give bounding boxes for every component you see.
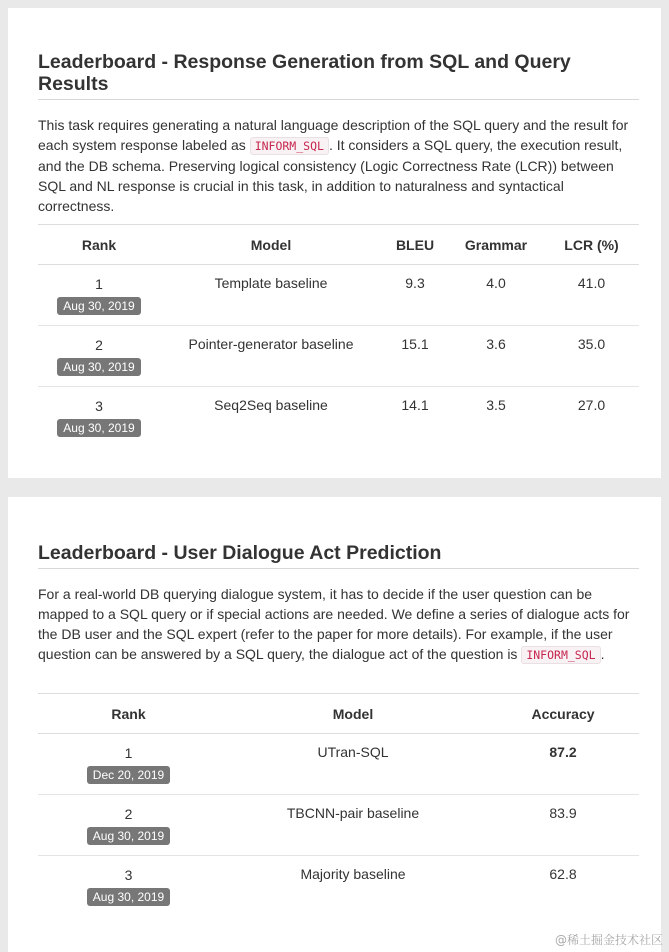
rank-number: 2	[95, 337, 103, 353]
rank-cell	[38, 326, 160, 387]
column-header-rank: Rank	[38, 225, 160, 265]
date-badge: Dec 20, 2019	[87, 766, 170, 784]
leaderboard-table	[38, 224, 639, 447]
bleu-cell: 9.3	[382, 265, 448, 326]
model-cell: UTran-SQL	[219, 734, 487, 795]
column-header-grammar: Grammar	[448, 225, 544, 265]
leaderboard-table	[38, 693, 639, 916]
leaderboard-response-generation-card	[8, 8, 661, 478]
date-badge: Aug 30, 2019	[87, 827, 170, 845]
section-title: Leaderboard - Response Generation from SQL and Query Results	[38, 51, 639, 100]
accuracy-cell: 87.2	[487, 734, 639, 795]
table-row	[38, 265, 639, 326]
rank-number: 3	[95, 398, 103, 414]
section-title: Leaderboard - User Dialogue Act Prediction	[38, 542, 639, 569]
table-row	[38, 387, 639, 448]
grammar-cell: 3.6	[448, 326, 544, 387]
inform-sql-code: INFORM_SQL	[521, 646, 600, 664]
bleu-cell: 14.1	[401, 397, 429, 413]
table-header-row	[38, 694, 639, 734]
column-header-bleu: BLEU	[382, 225, 448, 265]
section-description: For a real-world DB querying dialogue system, it has to decide if the user question can be mapped to a SQL query or if special actions are needed. We define a series of dialogue acts for the DB user and the SQL expert (refer to the paper for more details). For example, if the user question can be answered by a SQL query, the dialogue act of the question is INFORM_SQL .	[38, 586, 630, 662]
model-cell: TBCNN-pair baseline	[219, 795, 487, 856]
column-header-rank: Rank	[38, 694, 219, 734]
table-row	[38, 795, 639, 856]
rank-number: 1	[124, 745, 133, 761]
rank-number: 1	[95, 276, 103, 292]
rank-cell	[38, 795, 219, 856]
lcr-cell: 27.0	[577, 397, 606, 413]
rank-cell	[38, 734, 219, 795]
lcr-cell: 35.0	[544, 326, 639, 387]
section-description: This task requires generating a natural language description of the SQL query and the result for each system response labeled as INFORM_SQL . It considers a SQL query, the execution result, and the DB schema. Preserving logical consistency (Logic Correctness Rate (LCR)) between SQL and NL response is crucial in this task, in addition to naturalness and syntactical correctness.	[38, 117, 629, 214]
grammar-cell: 3.5	[486, 397, 506, 413]
watermark: @稀土掘金技术社区	[554, 933, 663, 947]
model-cell: Template baseline	[160, 265, 382, 326]
rank-number: 2	[124, 806, 133, 822]
column-header-accuracy: Accuracy	[487, 694, 639, 734]
rank-number: 3	[124, 867, 133, 883]
lcr-cell: 41.0	[544, 265, 639, 326]
date-badge: Aug 30, 2019	[57, 419, 140, 437]
model-cell: Majority baseline	[300, 866, 406, 882]
date-badge: Aug 30, 2019	[87, 888, 170, 906]
rank-cell	[38, 856, 219, 917]
date-badge: Aug 30, 2019	[57, 358, 140, 376]
column-header-lcr: LCR (%)	[544, 225, 639, 265]
column-header-model: Model	[219, 694, 487, 734]
inform-sql-code: INFORM_SQL	[250, 137, 329, 155]
table-row	[38, 856, 639, 917]
grammar-cell: 4.0	[448, 265, 544, 326]
leaderboard-dialogue-act-card	[8, 497, 661, 952]
rank-cell	[38, 265, 160, 326]
rank-cell	[38, 387, 160, 448]
model-cell: Seq2Seq baseline	[214, 397, 328, 413]
table-header-row	[38, 225, 639, 265]
date-badge: Aug 30, 2019	[57, 297, 140, 315]
model-cell: Pointer-generator baseline	[160, 326, 382, 387]
accuracy-cell: 83.9	[487, 795, 639, 856]
table-row	[38, 734, 639, 795]
column-header-model: Model	[160, 225, 382, 265]
accuracy-cell: 62.8	[549, 866, 577, 882]
table-row	[38, 326, 639, 387]
bleu-cell: 15.1	[382, 326, 448, 387]
